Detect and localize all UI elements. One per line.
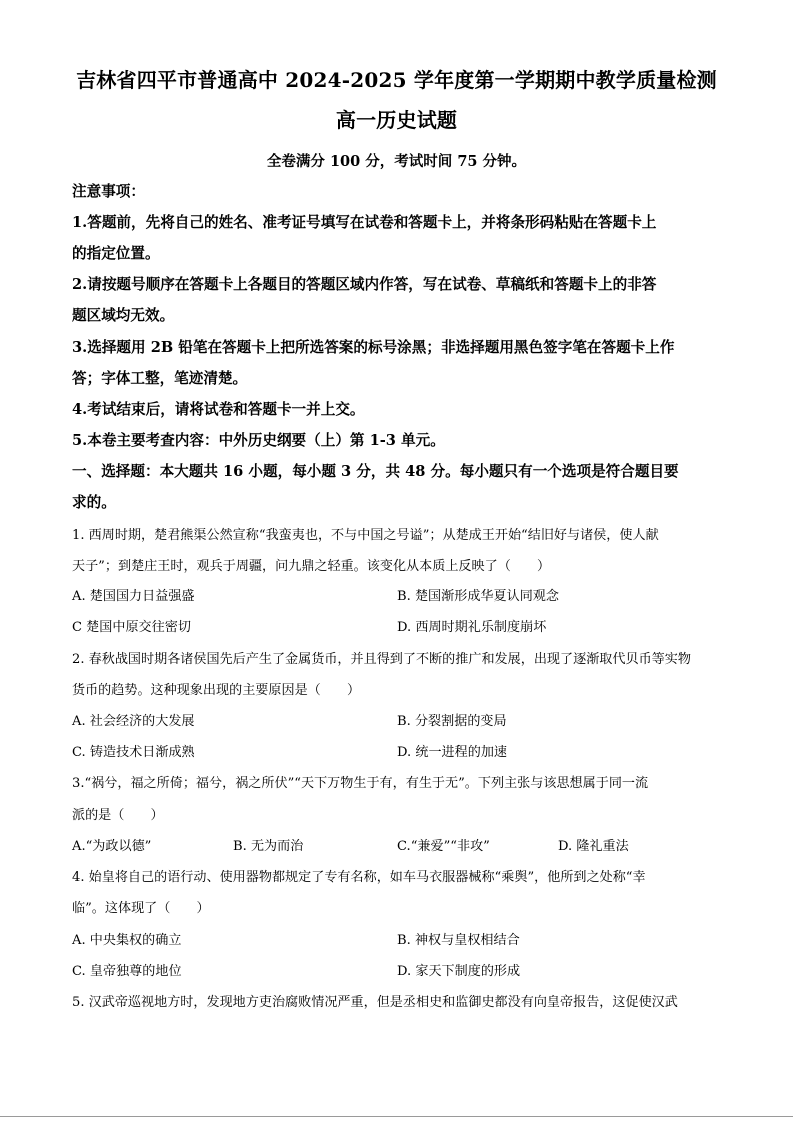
option-b: B. 无为而治 [233,839,304,854]
note-line: 的指定位置。 [72,245,160,262]
option-a: A.“为政以德” [72,839,152,854]
option-c: C. 皇帝独尊的地位 [72,964,182,979]
option-d: D. 统一进程的加速 [397,745,508,760]
question-text: 天子”；到楚庄王时，观兵于周疆，问九鼎之轻重。该变化从本质上反映了（ ） [72,559,551,574]
exam-title: 吉林省四平市普通高中 2024-2025 学年度第一学期期中教学质量检测 [76,68,717,92]
exam-subject-title: 高一历史试题 [335,108,458,132]
question-text: 3.“祸兮，福之所倚；福兮，祸之所伏”“天下万物生于有，有生于无”。下列主张与该思想属于同一流 [72,776,649,791]
option-c: C. 铸造技术日渐成熟 [72,745,195,760]
question-text: 5. 汉武帝巡视地方时，发现地方吏治腐败情况严重，但是丞相史和监御史都没有向皇帝报告，这促使汉武 [72,995,678,1010]
option-c: C.“兼爱”“非攻” [397,839,490,854]
question-text: 4. 始皇将自己的语行动、使用器物都规定了专有名称，如车马衣服器械称“乘舆”，他所到之处称“幸 [72,870,646,885]
exam-scoring-info: 全卷满分 100 分，考试时间 75 分钟。 [266,153,527,170]
option-d: D. 隆礼重法 [558,839,629,854]
page-bottom-divider [0,1116,793,1117]
note-line: 1.答题前，先将自己的姓名、准考证号填写在试卷和答题卡上，并将条形码粘贴在答题卡上 [72,214,657,231]
question-text: 2. 春秋战国时期各诸侯国先后产生了金属货币，并且得到了不断的推广和发展，出现了逐渐取代贝币等实物 [72,652,691,667]
note-line: 题区域均无效。 [72,307,175,324]
question-text: 派的是（ ） [72,808,164,823]
option-c: C 楚国中原交往密切 [72,620,191,635]
section-heading-line: 一、选择题：本大题共 16 小题，每小题 3 分，共 48 分。每小题只有一个选项是符合题目要 [72,463,679,480]
option-b: B. 神权与皇权相结合 [397,933,520,948]
note-line: 4.考试结束后，请将试卷和答题卡一并上交。 [72,401,365,418]
note-line: 3.选择题用 2B 铅笔在答题卡上把所选答案的标号涂黑；非选择题用黑色签字笔在答题卡上作 [72,339,675,356]
option-a: A. 社会经济的大发展 [72,714,195,729]
option-d: D. 西周时期礼乐制度崩坏 [397,620,547,635]
section-heading-line: 求的。 [72,494,116,511]
option-b: B. 分裂割据的变局 [397,714,507,729]
option-b: B. 楚国渐形成华夏认同观念 [397,589,559,604]
note-line: 2.请按题号顺序在答题卡上各题目的答题区域内作答，写在试卷、草稿纸和答题卡上的非答 [72,276,657,293]
note-line: 答；字体工整，笔迹清楚。 [72,370,248,387]
note-line: 5.本卷主要考查内容：中外历史纲要（上）第 1-3 单元。 [72,432,445,449]
question-text: 临”。这体现了（ ） [72,901,210,916]
notes-heading: 注意事项： [72,183,145,200]
question-text: 1. 西周时期，楚君熊渠公然宣称“我蛮夷也，不与中国之号谥”；从楚成王开始“结旧好与诸侯，使人献 [72,528,659,543]
option-a: A. 楚国国力日益强盛 [72,589,195,604]
question-text: 货币的趋势。这种现象出现的主要原因是（ ） [72,683,361,698]
option-a: A. 中央集权的确立 [72,933,182,948]
option-d: D. 家天下制度的形成 [397,964,521,979]
